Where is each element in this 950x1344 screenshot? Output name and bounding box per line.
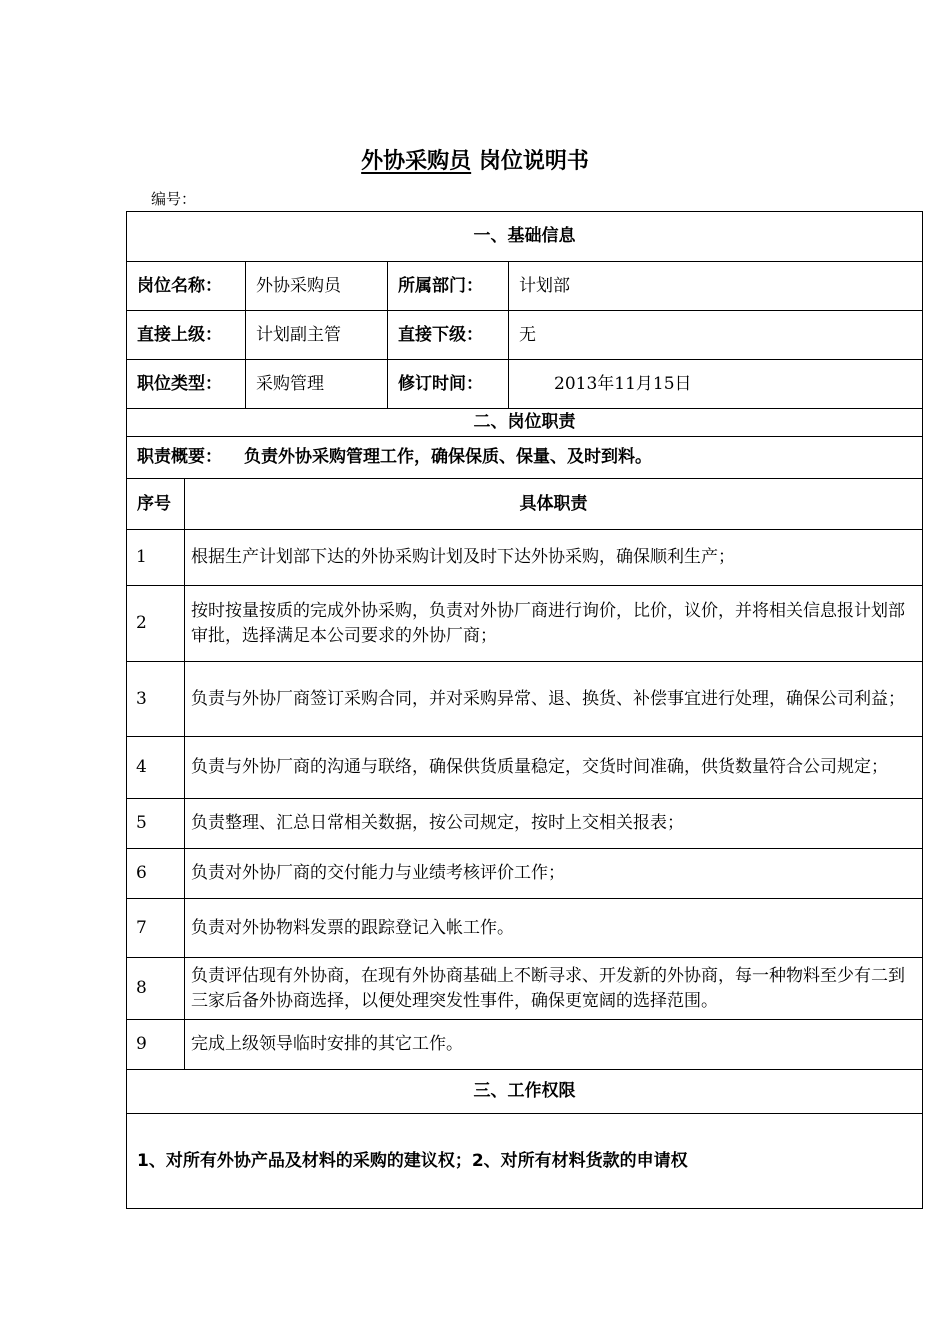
duty-text: 根据生产计划部下达的外协采购计划及时下达外协采购，确保顺利生产； <box>185 530 923 586</box>
job-type-label: 职位类型： <box>127 360 246 409</box>
column-header-detail: 具体职责 <box>185 479 923 530</box>
duty-summary-label: 职责概要： <box>137 447 222 467</box>
table-row <box>127 737 923 799</box>
section-heading-duties: 二、岗位职责 <box>127 409 923 437</box>
duty-text: 负责整理、汇总日常相关数据，按公司规定，按时上交相关报表； <box>185 799 923 849</box>
revision-date-label: 修订时间： <box>388 360 509 409</box>
info-row-type <box>127 360 923 409</box>
duties-header-row <box>127 479 923 530</box>
table-row <box>127 849 923 899</box>
supervisor-value: 计划副主管 <box>246 311 388 360</box>
title-position-name: 外协采购员 <box>361 149 472 174</box>
authority-text: 1、对所有外协产品及材料的采购的建议权；2、对所有材料货款的申请权 <box>127 1114 923 1209</box>
authority-heading-row <box>127 1070 923 1114</box>
department-value: 计划部 <box>509 262 923 311</box>
info-row-position <box>127 262 923 311</box>
section-heading-authority: 三、工作权限 <box>127 1070 923 1114</box>
duty-number: 3 <box>127 662 185 737</box>
duties-heading-row <box>127 409 923 437</box>
table-row <box>127 1020 923 1070</box>
table-row <box>127 662 923 737</box>
duty-text: 负责对外协物料发票的跟踪登记入帐工作。 <box>185 899 923 958</box>
subordinate-label: 直接下级： <box>388 311 509 360</box>
duty-summary-row <box>127 437 923 479</box>
duty-text: 负责与外协厂商签订采购合同，并对采购异常、退、换货、补偿事宜进行处理，确保公司利益； <box>185 662 923 737</box>
duty-number: 2 <box>127 586 185 662</box>
duty-number: 9 <box>127 1020 185 1070</box>
job-description-table <box>126 211 923 1209</box>
duty-summary-text: 负责外协采购管理工作，确保保质、保量、及时到料。 <box>244 447 652 467</box>
subordinate-value: 无 <box>509 311 923 360</box>
info-row-reporting <box>127 311 923 360</box>
duty-number: 5 <box>127 799 185 849</box>
duty-text: 按时按量按质的完成外协采购，负责对外协厂商进行询价，比价，议价，并将相关信息报计划部审批，选择满足本公司要求的外协厂商； <box>185 586 923 662</box>
duty-number: 8 <box>127 958 185 1020</box>
supervisor-label: 直接上级： <box>127 311 246 360</box>
basic-info-heading-row <box>127 212 923 262</box>
revision-date-value: 2013年11月15日 <box>509 360 923 409</box>
table-row <box>127 586 923 662</box>
duty-number: 1 <box>127 530 185 586</box>
doc-number-label: 编号： <box>151 190 197 208</box>
job-type-value: 采购管理 <box>246 360 388 409</box>
duty-text: 完成上级领导临时安排的其它工作。 <box>185 1020 923 1070</box>
duty-number: 7 <box>127 899 185 958</box>
title-suffix: 岗位说明书 <box>478 149 589 174</box>
column-header-number: 序号 <box>127 479 185 530</box>
authority-row <box>127 1114 923 1209</box>
document-title <box>0 146 950 178</box>
table-row <box>127 899 923 958</box>
table-row <box>127 530 923 586</box>
duty-text: 负责对外协厂商的交付能力与业绩考核评价工作； <box>185 849 923 899</box>
duty-text: 负责与外协厂商的沟通与联络，确保供货质量稳定，交货时间准确，供货数量符合公司规定； <box>185 737 923 799</box>
table-row <box>127 799 923 849</box>
duty-text: 负责评估现有外协商，在现有外协商基础上不断寻求、开发新的外协商，每一种物料至少有二到三家后备外协商选择，以便处理突发性事件，确保更宽阔的选择范围。 <box>185 958 923 1020</box>
position-name-value: 外协采购员 <box>246 262 388 311</box>
duty-summary <box>127 437 923 479</box>
section-heading-basic-info: 一、基础信息 <box>127 212 923 262</box>
department-label: 所属部门： <box>388 262 509 311</box>
table-row <box>127 958 923 1020</box>
duty-number: 6 <box>127 849 185 899</box>
position-name-label: 岗位名称： <box>127 262 246 311</box>
duty-number: 4 <box>127 737 185 799</box>
